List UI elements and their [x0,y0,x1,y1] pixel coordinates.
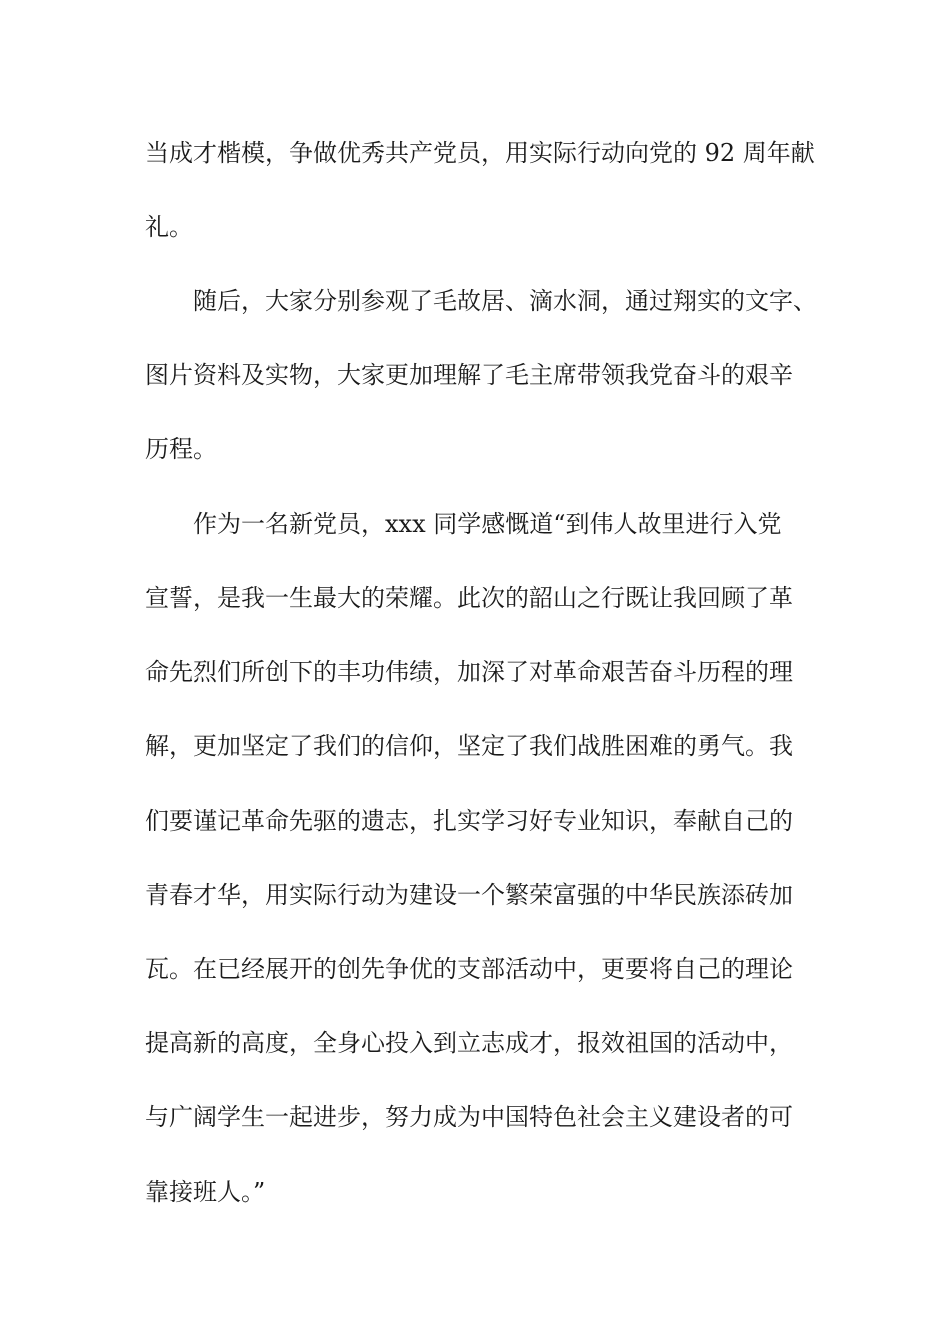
text-line: 礼。 [145,213,193,241]
text-line: 命先烈们所创下的丰功伟绩，加深了对革命艰苦奋斗历程的理 [145,658,793,686]
text-line: 们要谨记革命先驱的遗志，扎实学习好专业知识，奉献自己的 [145,807,793,835]
paragraph-start-line: 随后，大家分别参观了毛故居、滴水洞，通过翔实的文字、 [193,287,817,315]
text-line: 解，更加坚定了我们的信仰，坚定了我们战胜困难的勇气。我 [145,732,793,760]
text-line: 提高新的高度，全身心投入到立志成才，报效祖国的活动中， [145,1029,793,1057]
text-line: 历程。 [145,435,217,463]
text-line: 当成才楷模，争做优秀共产党员，用实际行动向党的 92 周年献 [145,139,815,167]
text-line: 图片资料及实物，大家更加理解了毛主席带领我党奋斗的艰辛 [145,361,793,389]
paragraph-start-line: 作为一名新党员，xxx 同学感慨道“到伟人故里进行入党 [193,510,782,538]
text-line: 宣誓，是我一生最大的荣耀。此次的韶山之行既让我回顾了革 [145,584,793,612]
text-line: 青春才华，用实际行动为建设一个繁荣富强的中华民族添砖加 [145,881,793,909]
text-line: 与广阔学生一起进步，努力成为中国特色社会主义建设者的可 [145,1103,793,1131]
text-line: 靠接班人。” [145,1178,266,1206]
text-line: 瓦。在已经展开的创先争优的支部活动中，更要将自己的理论 [145,955,793,983]
